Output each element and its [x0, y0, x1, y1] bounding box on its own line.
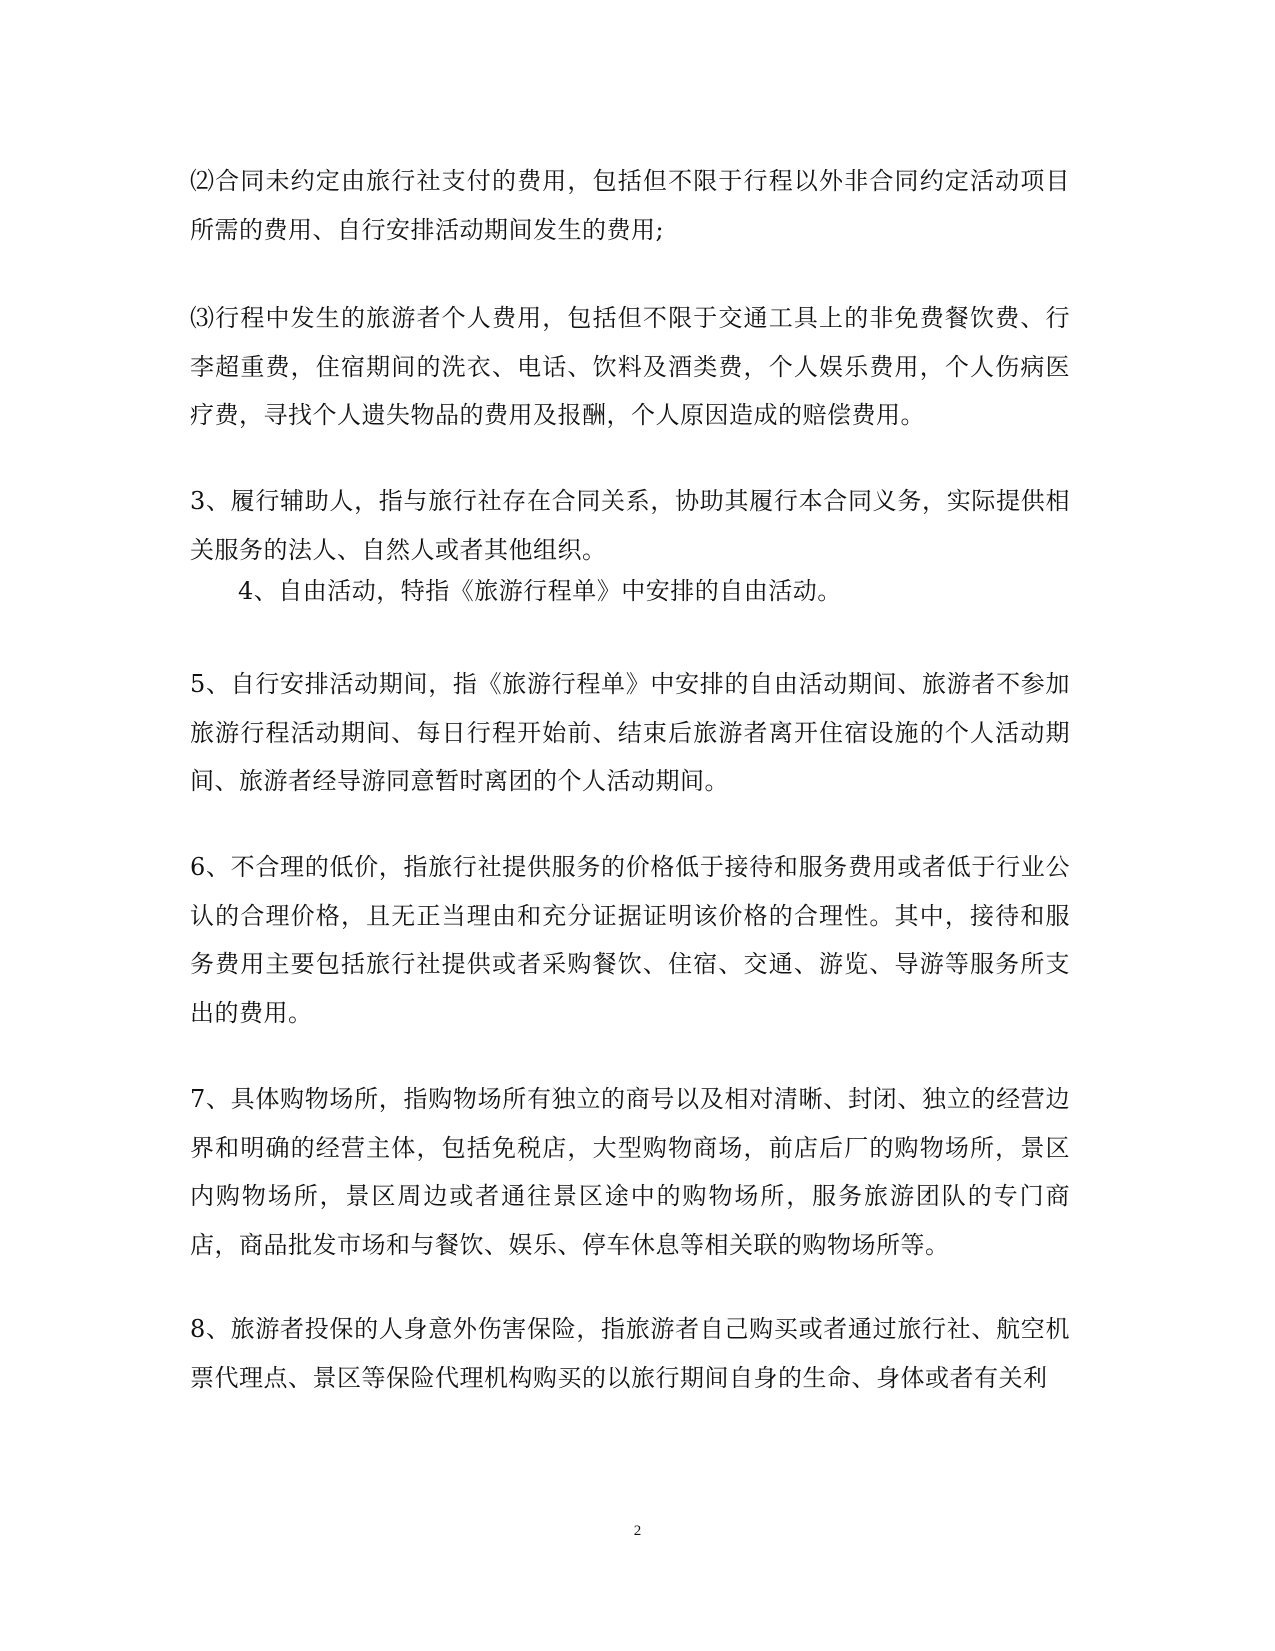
paragraph-clause-6-unreasonable-low-price: 6、不合理的低价，指旅行社提供服务的价格低于接待和服务费用或者低于行业公认的合理价格，且无正当理由和充分证据证明该价格的合理性。其中，接待和服务费用主要包括旅行社提供或者采购餐饮、住宿、交通、游览、导游等服务所支出的费用。: [190, 853, 1070, 1027]
paragraph-item-3-personal-expenses: ⑶行程中发生的旅游者个人费用，包括但不限于交通工具上的非免费餐饮费、行李超重费，住宿期间的洗衣、电话、饮料及酒类费，个人娱乐费用，个人伤病医疗费，寻找个人遗失物品的费用及报酬，个人原因造成的赔偿费用。: [190, 304, 1070, 429]
paragraph-clause-3-performance-assistant: 3、履行辅助人，指与旅行社存在合同关系，协助其履行本合同义务，实际提供相关服务的法人、自然人或者其他组织。: [190, 487, 1070, 564]
paragraph-clause-8-accident-insurance: 8、旅游者投保的人身意外伤害保险，指旅游者自己购买或者通过旅行社、航空机票代理点、景区等保险代理机构购买的以旅行期间自身的生命、身体或者有关利: [190, 1315, 1070, 1392]
paragraph-clause-7-shopping-venue: 7、具体购物场所，指购物场所有独立的商号以及相对清晰、封闭、独立的经营边界和明确的经营主体，包括免税店，大型购物商场，前店后厂的购物场所，景区内购物场所，景区周边或者通往景区途中的购物场所，服务旅游团队的专门商店，商品批发市场和与餐饮、娱乐、停车休息等相关联的购物场所等。: [190, 1085, 1070, 1259]
paragraph-item-2-unpaid-fees: ⑵合同未约定由旅行社支付的费用，包括但不限于行程以外非合同约定活动项目所需的费用、自行安排活动期间发生的费用;: [190, 167, 1070, 244]
paragraph-clause-4-free-activity: 4、自由活动，特指《旅游行程单》中安排的自由活动。: [238, 577, 842, 605]
page-number: 2: [633, 1523, 642, 1539]
paragraph-clause-5-self-arranged-period: 5、自行安排活动期间，指《旅游行程单》中安排的自由活动期间、旅游者不参加旅游行程活动期间、每日行程开始前、结束后旅游者离开住宿设施的个人活动期间、旅游者经导游同意暂时离团的个人活动期间。: [190, 670, 1070, 795]
